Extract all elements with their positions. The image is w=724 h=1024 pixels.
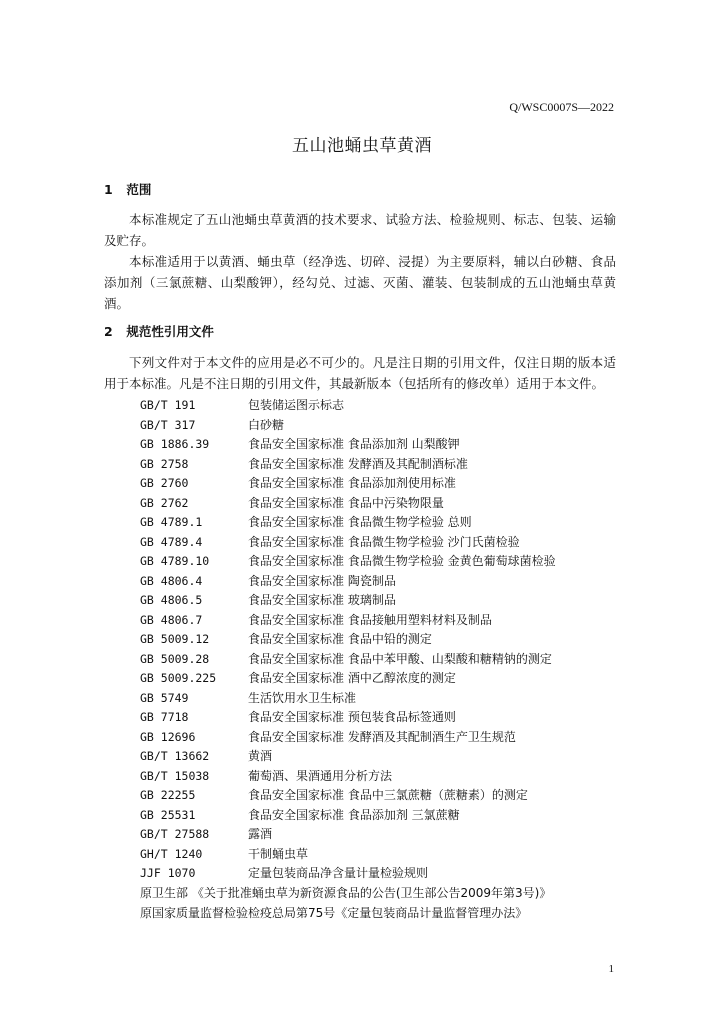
reference-code: GB 2762	[140, 495, 189, 510]
reference-row	[140, 806, 620, 826]
reference-code: GB 4789.10	[140, 554, 210, 568]
section-1-heading	[104, 180, 151, 198]
reference-code: GB/T 13662	[140, 749, 210, 763]
reference-title: 包装储运图示标志	[248, 398, 345, 412]
reference-row	[140, 864, 620, 884]
section-1-number: 1	[104, 182, 113, 197]
reference-code: GB 2760	[140, 476, 189, 490]
reference-row	[140, 611, 620, 631]
reference-title: 食品安全国家标准 玻璃制品	[248, 593, 396, 607]
reference-row	[140, 455, 620, 475]
reference-row	[140, 650, 620, 670]
reference-code: GB 4806.7	[140, 612, 203, 627]
reference-code: GB 1886.39	[140, 437, 210, 451]
reference-title: 白砂糖	[248, 417, 285, 432]
page-number: 1	[608, 963, 614, 975]
reference-code: GH/T 1240	[140, 846, 203, 861]
reference-title: 食品安全国家标准 食品中污染物限量	[248, 495, 444, 510]
section-1-paragraph-1: 本标准规定了五山池蛹虫草黄酒的技术要求、试验方法、检验规则、标志、包装、运输及贮存。	[104, 212, 616, 248]
reference-code: GB 4789.1	[140, 515, 203, 529]
reference-title: 露酒	[248, 827, 273, 841]
reference-title: 食品安全国家标准 陶瓷制品	[248, 573, 396, 588]
reference-title: 黄酒	[248, 749, 273, 763]
reference-code: GB 12696	[140, 729, 196, 744]
reference-row	[140, 728, 620, 748]
section-1-paragraph-2: 本标准适用于以黄酒、蛹虫草（经净选、切碎、浸提）为主要原料，辅以白砂糖、食品添加剂（三氯蔗糖、山梨酸钾），经勾兑、过滤、灭菌、灌装、包装制成的五山池蛹虫草黄酒。	[104, 254, 616, 311]
standard-number: Q/WSC0007S—2022	[509, 100, 614, 114]
reference-row	[140, 669, 620, 689]
extra-reference: 原卫生部 《关于批准蛹虫草为新资源食品的公告(卫生部公告2009年第3号)》	[140, 886, 552, 900]
reference-title: 葡萄酒、果酒通用分析方法	[248, 768, 393, 783]
reference-code: GB/T 15038	[140, 768, 210, 783]
reference-row	[140, 845, 620, 865]
reference-title: 食品安全国家标准 发酵酒及其配制酒生产卫生规范	[248, 729, 516, 744]
section-1-title: 范围	[126, 182, 152, 197]
reference-title: 食品安全国家标准 食品微生物学检验 沙门氏菌检验	[248, 534, 520, 549]
reference-title: 食品安全国家标准 食品中铅的测定	[248, 632, 432, 646]
reference-code: GB 4806.4	[140, 573, 203, 588]
reference-list	[140, 396, 620, 884]
reference-row	[140, 552, 620, 572]
reference-title: 食品安全国家标准 食品中三氯蔗糖（蔗糖素）的测定	[248, 788, 528, 802]
reference-row	[140, 513, 620, 533]
reference-title: 食品安全国家标准 食品接触用塑料材料及制品	[248, 612, 492, 627]
reference-code: GB 5009.225	[140, 671, 217, 685]
section-2-heading	[104, 322, 214, 340]
reference-code: GB 5009.28	[140, 651, 210, 666]
reference-title: 食品安全国家标准 预包装食品标签通则	[248, 710, 456, 724]
reference-title: 干制蛹虫草	[248, 846, 309, 861]
reference-title: 食品安全国家标准 食品微生物学检验 总则	[248, 515, 472, 529]
reference-code: GB 5749	[140, 690, 189, 705]
reference-code: GB 4806.5	[140, 593, 203, 607]
reference-code: GB 22255	[140, 788, 196, 802]
reference-row	[140, 591, 620, 611]
reference-row	[140, 630, 620, 650]
reference-title: 食品安全国家标准 发酵酒及其配制酒标准	[248, 456, 468, 471]
reference-title: 生活饮用水卫生标准	[248, 690, 357, 705]
reference-title: 食品安全国家标准 食品微生物学检验 金黄色葡萄球菌检验	[248, 554, 556, 568]
section-2-title: 规范性引用文件	[126, 324, 214, 339]
reference-title: 食品安全国家标准 食品添加剂使用标准	[248, 476, 456, 490]
reference-title: 定量包装商品净含量计量检验规则	[248, 866, 429, 880]
reference-row	[140, 747, 620, 767]
extra-reference: 原国家质量监督检验检疫总局第75号《定量包装商品计量监督管理办法》	[140, 906, 528, 920]
reference-code: GB 2758	[140, 456, 189, 471]
reference-code: GB 25531	[140, 807, 196, 822]
reference-code: JJF 1070	[140, 866, 196, 880]
reference-code: GB/T 317	[140, 417, 196, 432]
reference-row	[140, 708, 620, 728]
section-2-number: 2	[104, 324, 113, 339]
reference-row	[140, 416, 620, 436]
reference-code: GB/T 27588	[140, 827, 210, 841]
reference-row	[140, 533, 620, 553]
reference-code: GB 4789.4	[140, 534, 203, 549]
reference-title: 食品安全国家标准 食品添加剂 山梨酸钾	[248, 437, 460, 451]
reference-row	[140, 435, 620, 455]
section-2-intro: 下列文件对于本文件的应用是必不可少的。凡是注日期的引用文件，仅注日期的版本适用于本标准。凡是不注日期的引用文件，其最新版本（包括所有的修改单）适用于本文件。	[104, 355, 616, 391]
reference-title: 食品安全国家标准 食品中苯甲酸、山梨酸和糖精钠的测定	[248, 651, 552, 666]
document-title: 五山池蛹虫草黄酒	[292, 136, 432, 156]
reference-row	[140, 474, 620, 494]
reference-row	[140, 572, 620, 592]
reference-row	[140, 494, 620, 514]
reference-code: GB 7718	[140, 710, 189, 724]
reference-row	[140, 825, 620, 845]
reference-row	[140, 396, 620, 416]
reference-row	[140, 689, 620, 709]
reference-title: 食品安全国家标准 食品添加剂 三氯蔗糖	[248, 807, 460, 822]
reference-code: GB 5009.12	[140, 632, 210, 646]
reference-row	[140, 767, 620, 787]
reference-code: GB/T 191	[140, 398, 196, 412]
reference-row	[140, 786, 620, 806]
reference-title: 食品安全国家标准 酒中乙醇浓度的测定	[248, 671, 456, 685]
